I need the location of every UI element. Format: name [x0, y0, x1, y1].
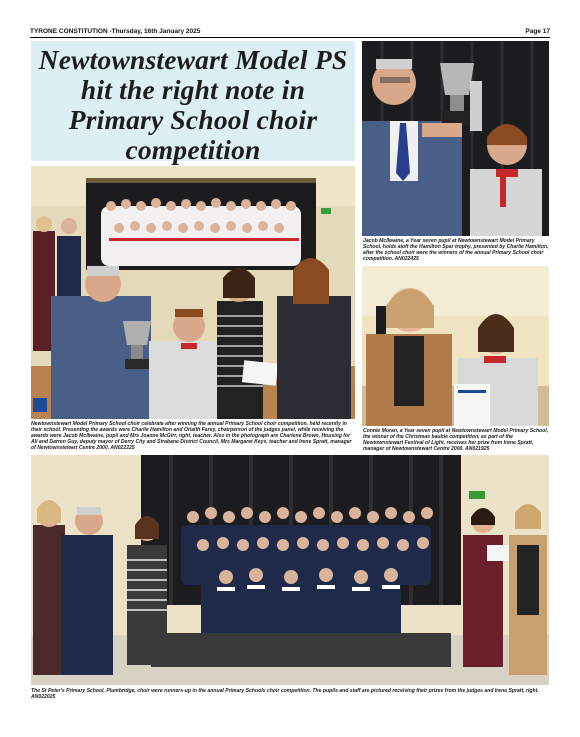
page-header — [30, 26, 550, 38]
prize-photo — [362, 266, 549, 426]
main-caption: Newtownstewart Model Primary School choir celebrate after winning the annual Primary School choir competition, held recently in their school. Presenting the awards were Charlie Hamilton and Orlaith Farey, chairperson of the judges panel, while receiving the awards were Jacob McIlwaine, pupil and Mrs Joanne McGirr, right, teacher. Also in the photograph are Charlene Brown, Housing for All and Darren Guy, deputy mayor of Derry City and Strabane District Council, Mrs Margaret Keys, teacher and Irene Spratt, manager of Newtownstewart Centre 2000. AN022225 — [31, 421, 352, 452]
st-peters-choir-photo — [31, 455, 549, 685]
publication-line: TYRONE CONSTITUTION -Thursday, 16th January 2025 — [30, 28, 201, 35]
headline-box — [31, 41, 355, 165]
main-choir-illustration — [31, 166, 355, 419]
prize-caption: Connie Moran, a Year seven pupil at Newtownstewart Model Primary School, the winner of the Christmas bauble competition, as part of the Newtownstewart Festival of Light, receives her prize from Irene Spratt, manager of Newtownstewart Centre 2000. AN021925 — [363, 428, 549, 453]
main-choir-photo — [31, 166, 355, 419]
trophy-caption: Jacob McIlwaine, a Year seven pupil at Newtownstewart Model Primary School, holds aloft the Hamilton Spar trophy, presented by Charlie Hamilton, after the school choir were the winners of the annual Primary School choir competition. AN022425 — [363, 238, 549, 263]
bottom-caption: The St Peter's Primary School, Plumbridge, choir were runners-up in the annual Primary Schools choir competition. The pupils and staff are pictured receiving their prizes from the judges and Irene Spratt, right. AN022025 — [31, 688, 539, 701]
st-peters-illustration — [31, 455, 549, 685]
page-number: Page 17 — [525, 28, 550, 35]
prize-illustration — [362, 266, 549, 426]
trophy-photo — [362, 41, 549, 236]
trophy-illustration — [362, 41, 549, 236]
headline: Newtownstewart Model PS hit the right note in Primary School choir competition — [38, 44, 348, 165]
